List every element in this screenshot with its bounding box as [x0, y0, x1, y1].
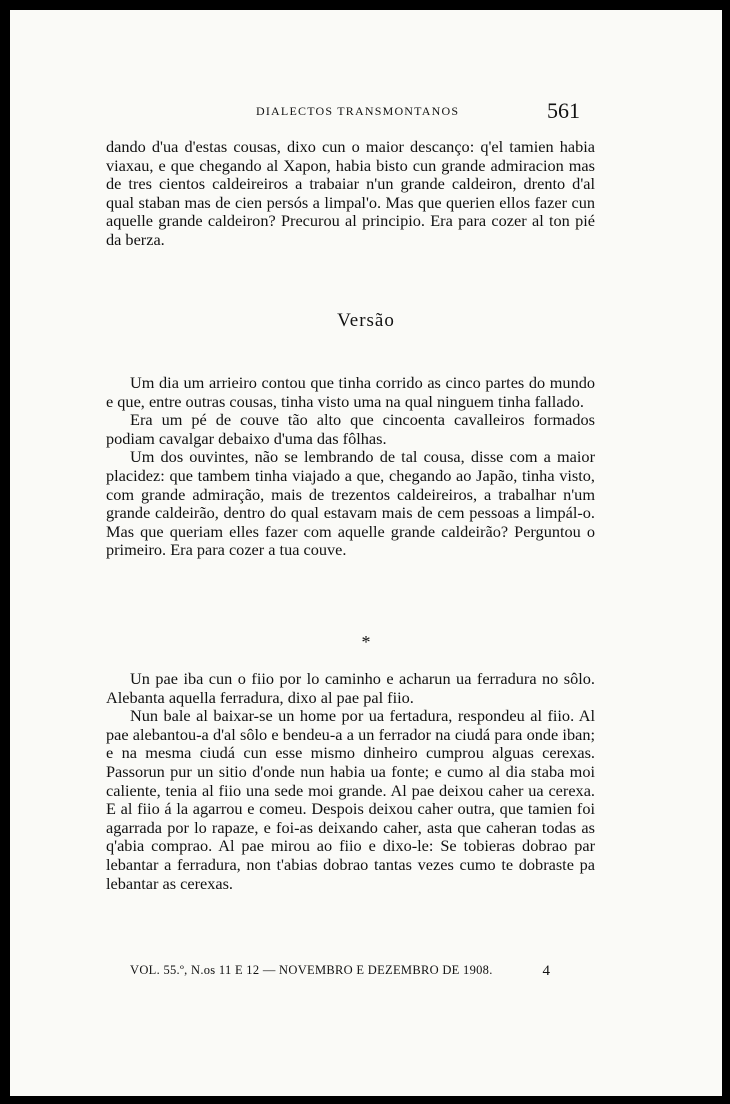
paragraph: Um dia um arrieiro contou que tinha corrido as cinco partes do mundo e que, entre outras cousas, tinha visto uma na qual ninguem tinha fallado.	[106, 373, 595, 411]
page	[10, 10, 722, 1096]
section-separator: *	[361, 632, 371, 652]
paragraph: Um dos ouvintes, não se lembrando de tal cousa, disse com a maior placidez: que tambem tinha viajado a que, chegando ao Japão, tinha visto, com grande admiração, mais de trezentos caldeireiros, a trabalhar n'um grande caldeirão, dentro do qual estavam mais de cem pessoas a limpál-o. Mas que queriam elles fazer com aquelle grande caldeirão? Perguntou o primeiro. Era para cozer a tua couve.	[106, 447, 595, 560]
paragraph: Era um pé de couve tão alto que cincoenta cavalleiros formados podiam cavalgar debaixo d'uma das fôlhas.	[106, 410, 595, 448]
journal-citation: VOL. 55.º, N.os 11 E 12 — NOVEMBRO E DEZEMBRO DE 1908.	[130, 963, 493, 977]
paragraph: Nun bale al baixar-se un home por ua fertadura, respondeu al fiio. Al pae alebantou-a d'al sôlo e bendeu-a a un ferrador na ciudá para onde iban; e na mesma ciudá cun esse mismo dinheiro cumprou alguas cerexas. Passorun pur un sitio d'onde nun habia ua fonte; e cumo al dia staba moi caliente, tenia al fiio una sede moi grande. Al pae deixou caher ua cerexa. E al fiio á la agarrou e comeu. Despois deixou caher outra, que tamien foi agarrada por lo rapaze, e foi-as deixando caher, asta que caheran todas as q'abia comprao. Al pae mirou ao fiio e dixo-le: Se tobieras dobrao par lebantar a ferradura, non t'abias dobrao tantas vezes cumo te dobraste pa lebantar as cerexas.	[106, 706, 595, 893]
page-footer	[130, 963, 610, 985]
signature-mark: 4	[542, 963, 550, 979]
running-title: DIALECTOS TRANSMONTANOS	[256, 104, 460, 118]
versao-text	[106, 374, 595, 560]
page-number: 561	[547, 98, 580, 123]
section-title: Versão	[337, 310, 395, 331]
paragraph: Un pae iba cun o fiio por lo caminho e acharun ua ferradura no sôlo. Alebanta aquella ferradura, dixo al pae pal fiio.	[106, 669, 595, 707]
page-header	[10, 98, 722, 126]
dialect-story-ending	[106, 138, 595, 250]
paragraph: dando d'ua d'estas cousas, dixo cun o maior descanço: q'el tamien habia viaxau, e que chegando al Xapon, habia bisto cun grande admiracion mas de tres cientos caldeireiros a trabaiar n'un grande caldeiron, drento d'al qual staban mas de cien persós a limpal'o. Mas que querien ellos fazer cun aquelle grande caldeiron? Precurou al principio. Era para cozer al ton pié da berza.	[106, 137, 595, 249]
dialect-story-two	[106, 670, 595, 893]
